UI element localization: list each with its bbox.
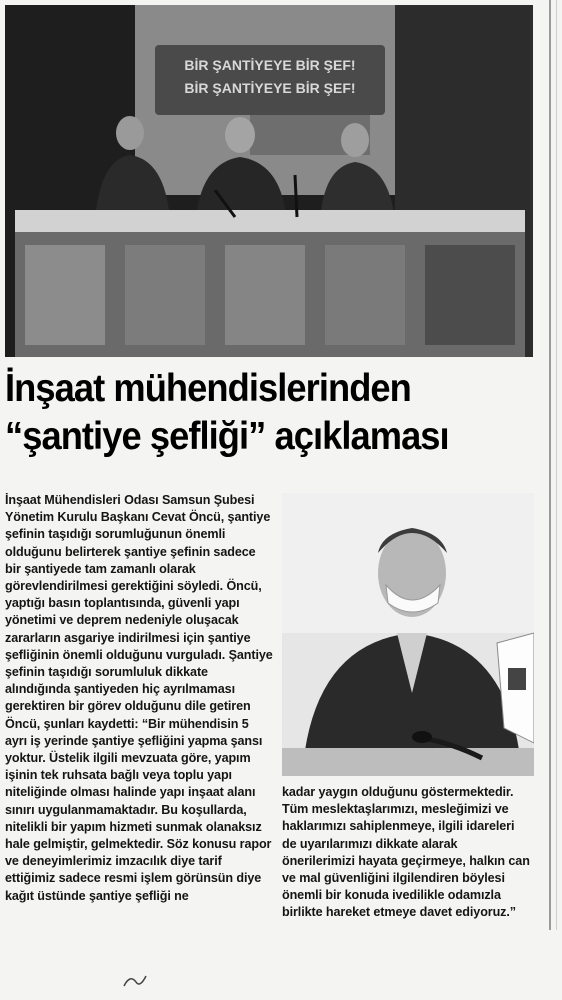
page-edge-line [549,0,551,930]
portrait-photo [282,493,534,776]
banner-line-1: BİR ŞANTİYEYE BİR ŞEF! [184,57,356,73]
press-conference-image [5,5,533,357]
scanner-mark-icon [120,968,150,992]
banner-line-2: BİR ŞANTİYEYE BİR ŞEF! [184,80,356,96]
article-headline [5,365,498,461]
article-body-right [282,784,532,922]
portrait-image [282,493,534,776]
page-edge-line-secondary [556,0,557,930]
headline-line-2: “şantiye şefliği” açıklaması [5,415,449,458]
press-conference-photo [5,5,533,357]
body-text-left: İnşaat Mühendisleri Odası Samsun Şubesi Yönetim Kurulu Başkanı Cevat Öncü, şantiye şefinin taşıdığı sorumluğunun önemli olduğunu belirterek şantiye şefinin sadece bir şantiyede tam zamanlı olarak görevlendirilmesi gerektiğini söyledi. Öncü, yaptığı basın toplantısında, güvenli yapı yönetimi ve deprem nedeniyle oluşacak zararların asgariye indirilmesi için şantiye şefliğinin önemli olduğunu vurguladı. Şantiye şefinin taşıdığı sorumluluk dikkate alındığında şantiyeden hiç ayrılmaması gerektiren bir görev olduğunu dile getiren Öncü, şunları kaydetti: “Bir mühendisin 5 ayrı iş yerinde şantiye şefliğini yapma şansı yoktur. Üstelik ilgili mevzuata göre, yapım işinin tek ruhsata bağlı veya toplu yapı niteliğinde olması halinde yapı inşaat alanı sınırı uygulanmamaktadır. Bu koşullarda, nitelikli bir yapım hizmeti sunmak olanaksız hale gelmiştir, gelmektedir. Söz konusu rapor ve deneyimlerimiz imzacılık diye tarif ettiğimiz sadece resmi işlem görünsün diye kağıt üstünde şantiye şefliği ne [5,493,273,903]
headline-line-1: İnşaat mühendislerinden [5,367,411,410]
body-text-right: kadar yaygın olduğunu göstermektedir. Tüm meslektaşlarımızı, mesleğimizi ve haklarımızı sahiplenmeye, ilgili idareleri de uyarılarımızı dikkate alarak önerilerimizi hayata geçirmeye, halkın can ve mal güvenliğini ilgilendiren böylesi önemli bir konuda ivedilikle odamızla birlikte hareket etmeye davet ediyoruz.” [282,785,530,920]
article-body-left [5,492,273,905]
